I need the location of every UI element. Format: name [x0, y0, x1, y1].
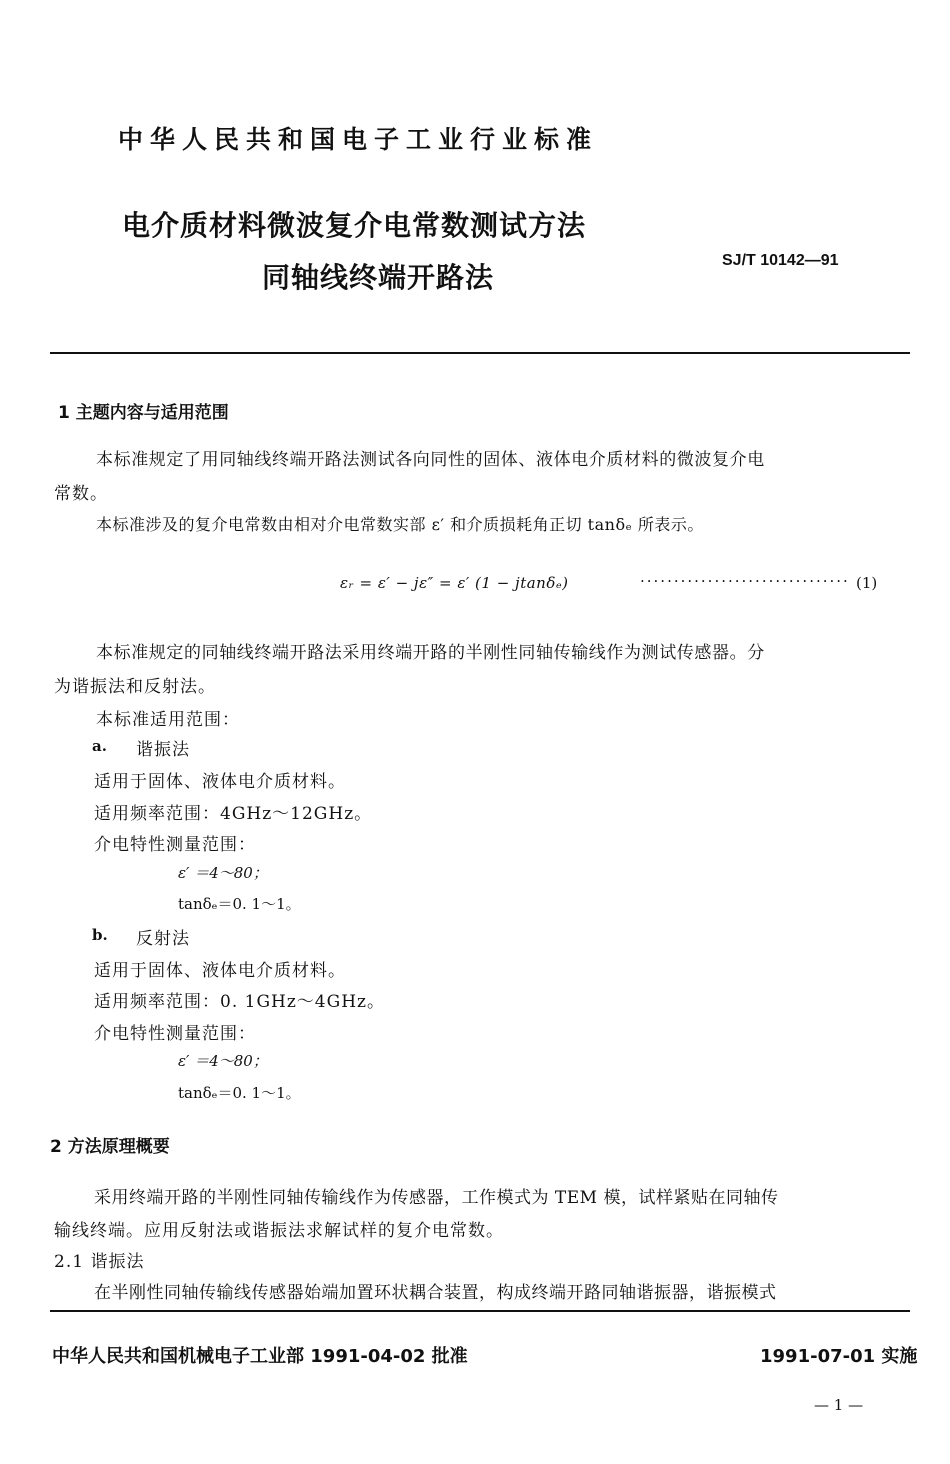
item-b-eps-range: ε′ ＝4～80； — [178, 1052, 268, 1070]
item-b-freq: 适用频率范围：0. 1GHz～4GHz。 — [94, 992, 385, 1012]
standard-org: 中华人民共和国电子工业行业标准 — [118, 125, 599, 154]
s1-para1-line1: 本标准规定了用同轴线终端开路法测试各向同性的固体、液体电介质材料的微波复介电 — [96, 450, 765, 470]
equation-dots: ······························· — [640, 572, 850, 590]
item-a-range-label: 介电特性测量范围： — [94, 835, 256, 855]
footer-divider — [50, 1310, 910, 1312]
s2-para1-line2: 输线终端。应用反射法或谐振法求解试样的复介电常数。 — [54, 1221, 504, 1241]
item-a-label: a. — [92, 737, 107, 755]
s1-para2: 本标准涉及的复介电常数由相对介电常数实部 ε′ 和介质损耗角正切 tanδₑ 所表示。 — [96, 515, 704, 534]
approval-line: 中华人民共和国机械电子工业部 1991-04-02 批准 — [52, 1346, 468, 1367]
equation-1: εᵣ = ε′ − jε″ = ε′ (1 − jtanδₑ) — [340, 574, 569, 592]
s2-1-para: 在半刚性同轴传输线传感器始端加置环状耦合装置，构成终端开路同轴谐振器，谐振模式 — [94, 1283, 777, 1303]
page-number: — 1 — — [814, 1396, 864, 1414]
section-2-heading: 2 方法原理概要 — [50, 1137, 170, 1157]
section-1-heading: 1 主题内容与适用范围 — [58, 403, 229, 423]
item-a-name: 谐振法 — [136, 740, 190, 760]
standard-code: SJ/T 10142—91 — [722, 252, 839, 269]
scope-intro: 本标准适用范围： — [96, 710, 240, 730]
title-line-2: 同轴线终端开路法 — [262, 261, 495, 294]
s1-para1-line2: 常数。 — [54, 484, 108, 504]
item-b-label: b. — [92, 926, 108, 944]
s1-para3-line1: 本标准规定的同轴线终端开路法采用终端开路的半刚性同轴传输线作为测试传感器。分 — [96, 643, 765, 663]
s2-1-heading: 2.1 谐振法 — [54, 1252, 145, 1272]
equation-number: (1) — [856, 574, 878, 592]
item-a-tan-range: tanδₑ＝0. 1～1。 — [178, 895, 301, 913]
item-b-tan-range: tanδₑ＝0. 1～1。 — [178, 1084, 301, 1102]
s2-para1-line1: 采用终端开路的半刚性同轴传输线作为传感器，工作模式为 TEM 模，试样紧贴在同轴传 — [94, 1188, 779, 1208]
item-a-material: 适用于固体、液体电介质材料。 — [94, 772, 346, 792]
item-a-freq: 适用频率范围：4GHz～12GHz。 — [94, 804, 373, 824]
item-b-range-label: 介电特性测量范围： — [94, 1024, 256, 1044]
item-b-material: 适用于固体、液体电介质材料。 — [94, 961, 346, 981]
header-divider — [50, 352, 910, 354]
title-line-1: 电介质材料微波复介电常数测试方法 — [122, 209, 587, 242]
effective-date: 1991-07-01 实施 — [760, 1346, 918, 1367]
s1-para3-line2: 为谐振法和反射法。 — [54, 677, 216, 697]
item-a-eps-range: ε′ ＝4～80； — [178, 864, 268, 882]
item-b-name: 反射法 — [136, 929, 190, 949]
